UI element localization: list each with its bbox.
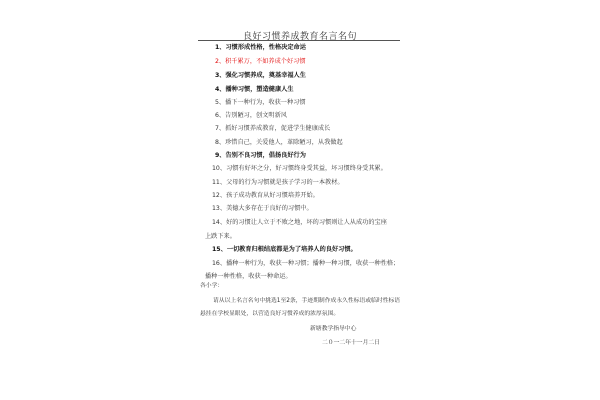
quote-number: 3、 <box>215 72 226 79</box>
quote-text: 强化习惯养成，奠基幸福人生 <box>225 72 306 79</box>
quote-text: 播种习惯，塑造健康人生 <box>225 86 294 93</box>
quote-line <box>215 72 306 80</box>
quote-text: 习惯有好坏之分，好习惯终身受其益，坏习惯终身受其累。 <box>226 165 387 172</box>
quote-line <box>215 86 294 94</box>
quote-number: 4、 <box>215 86 226 93</box>
quote-line <box>215 112 287 120</box>
quote-number: 2、 <box>215 58 226 65</box>
quote-text: 告别不良习惯，倡扬良好行为 <box>225 152 306 159</box>
quote-number: 14、 <box>212 219 227 226</box>
organization-name: 新塘教学指导中心 <box>310 326 357 332</box>
quote-number: 16、 <box>212 260 227 267</box>
quote-line <box>212 219 387 227</box>
quote-text: 积千累万，不如养成个好习惯 <box>225 58 306 65</box>
note-heading: 各小学： <box>200 283 224 289</box>
quote-text: 孩子成功教育从好习惯培养开始。 <box>226 192 319 199</box>
quote-number: 15、 <box>212 246 227 253</box>
quote-number: 11、 <box>212 179 227 186</box>
quote-line <box>212 165 387 173</box>
quote-line <box>205 273 292 281</box>
quote-line <box>212 179 344 187</box>
quote-number: 9、 <box>215 152 226 159</box>
quote-line <box>215 99 306 107</box>
document-title: 良好习惯养成教育名言名句 <box>242 32 357 42</box>
quote-number: 13、 <box>212 205 227 212</box>
document-date: 二０一二年十一月二日 <box>322 340 380 346</box>
quote-text: 一切教育归根结底都是为了培养人的良好习惯。 <box>226 246 357 253</box>
quote-number: 5、 <box>215 99 226 106</box>
quote-text: 好的习惯让人立于不败之地，坏的习惯则让人从成功的宝座 <box>226 219 387 226</box>
quote-number: 7、 <box>215 125 226 132</box>
quote-line <box>215 44 306 52</box>
quote-line <box>215 125 330 133</box>
note-paragraph-2: 悬挂在学校显眼处，以营造良好习惯养成的浓厚氛围。 <box>200 311 340 317</box>
quote-text: 告别陋习，创文明新风 <box>225 112 287 119</box>
quote-text: 抓好习惯养成教育，促进学生健康成长 <box>225 125 331 132</box>
quote-line <box>205 233 236 241</box>
title-underline <box>198 40 400 41</box>
quote-line <box>215 139 343 147</box>
quote-text: 习惯形成性格，性格决定命运 <box>225 44 306 51</box>
quote-number: 8、 <box>215 139 226 146</box>
quote-text: 父母的行为习惯就是孩子学习的一本教材。 <box>226 179 344 186</box>
quote-text: 播种一种行为，收获一种习惯；播种一种习惯，收获一种性格； <box>226 260 400 267</box>
quote-text: 播种一种性格，收获一种命运。 <box>205 273 292 280</box>
quote-text: 珍惜自己，关爱他人，革除陋习，从我做起 <box>225 139 343 146</box>
quote-line <box>212 260 399 268</box>
quote-text: 播下一种行为，收获一种习惯 <box>225 99 306 106</box>
quote-text: 美德大多存在于良好的习惯中。 <box>226 205 313 212</box>
quote-number: 1、 <box>215 44 226 51</box>
quote-number: 12、 <box>212 192 227 199</box>
note-paragraph-1: 请从以上名言名句中挑选1至2条，手迹期制作成永久性标语或临时性标语 <box>213 298 401 304</box>
quote-line <box>215 152 306 160</box>
quote-line <box>215 58 306 66</box>
quote-text: 上跌下来。 <box>205 233 236 240</box>
quote-line <box>212 205 313 213</box>
quote-line <box>212 192 319 200</box>
quote-number: 10、 <box>212 165 227 172</box>
quote-line <box>212 246 357 254</box>
quote-number: 6、 <box>215 112 226 119</box>
